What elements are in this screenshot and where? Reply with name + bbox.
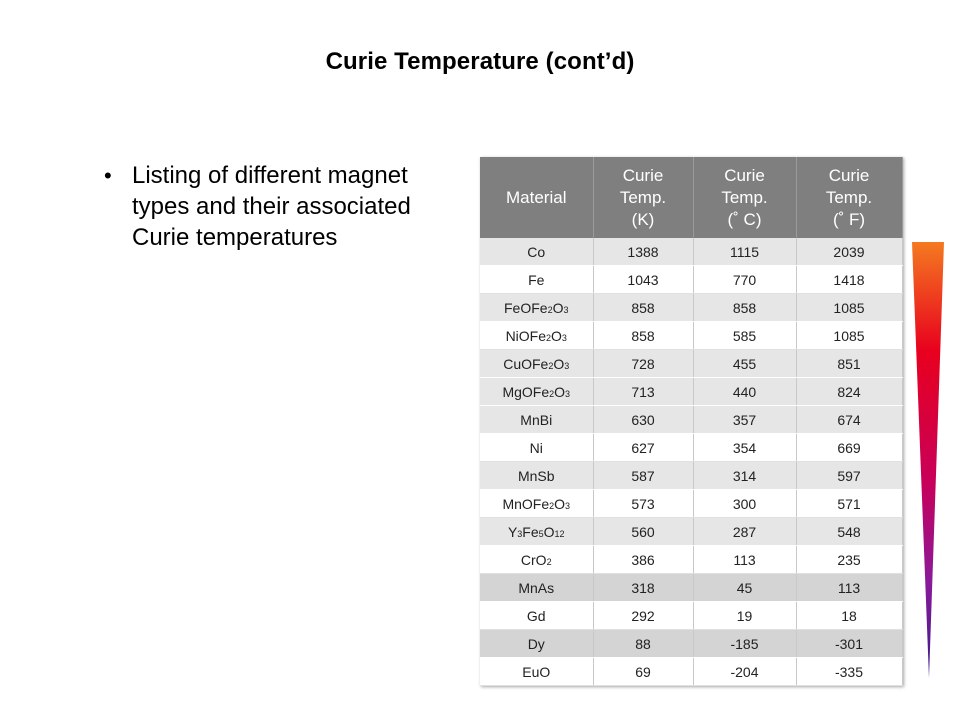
cell-material: MnAs xyxy=(480,574,593,602)
table-body xyxy=(480,238,902,686)
cell-kelvin: 713 xyxy=(593,378,693,406)
table-row xyxy=(480,602,902,630)
cell-celsius: 770 xyxy=(693,266,796,294)
table-row xyxy=(480,546,902,574)
header-curie-k: Curie Temp. (K) xyxy=(593,157,693,238)
table-row xyxy=(480,350,902,378)
header-curie-f: Curie Temp. (˚ F) xyxy=(796,157,902,238)
cell-fahrenheit: -301 xyxy=(796,630,902,658)
cell-kelvin: 560 xyxy=(593,518,693,546)
cell-kelvin: 1388 xyxy=(593,238,693,266)
cell-kelvin: 69 xyxy=(593,658,693,686)
cell-kelvin: 630 xyxy=(593,406,693,434)
cell-kelvin: 573 xyxy=(593,490,693,518)
cell-material: MnOFe2O3 xyxy=(480,490,593,518)
bullet-text: Listing of different magnet types and their associated Curie temperatures xyxy=(132,162,411,251)
cell-material: Y3Fe5O12 xyxy=(480,518,593,546)
cell-material: FeOFe2O3 xyxy=(480,294,593,322)
cell-kelvin: 858 xyxy=(593,294,693,322)
table-row xyxy=(480,266,902,294)
cell-material: CuOFe2O3 xyxy=(480,350,593,378)
cell-fahrenheit: -335 xyxy=(796,658,902,686)
cell-material: Fe xyxy=(480,266,593,294)
table-row xyxy=(480,406,902,434)
table-row xyxy=(480,238,902,266)
cell-material: EuO xyxy=(480,658,593,686)
cell-celsius: 357 xyxy=(693,406,796,434)
bullet-marker: • xyxy=(104,163,112,188)
cell-fahrenheit: 1085 xyxy=(796,294,902,322)
cell-kelvin: 88 xyxy=(593,630,693,658)
cell-fahrenheit: 824 xyxy=(796,378,902,406)
cell-fahrenheit: 674 xyxy=(796,406,902,434)
cell-kelvin: 728 xyxy=(593,350,693,378)
cell-celsius: -185 xyxy=(693,630,796,658)
slide-title: Curie Temperature (cont’d) xyxy=(325,48,635,75)
cell-material: CrO2 xyxy=(480,546,593,574)
cell-fahrenheit: 1418 xyxy=(796,266,902,294)
cell-fahrenheit: 1085 xyxy=(796,322,902,350)
cell-fahrenheit: 18 xyxy=(796,602,902,630)
table-row xyxy=(480,378,902,406)
cell-kelvin: 386 xyxy=(593,546,693,574)
cell-celsius: 287 xyxy=(693,518,796,546)
cell-fahrenheit: 669 xyxy=(796,434,902,462)
cell-material: MnSb xyxy=(480,462,593,490)
table-row xyxy=(480,518,902,546)
cell-kelvin: 292 xyxy=(593,602,693,630)
cell-material: MnBi xyxy=(480,406,593,434)
cell-fahrenheit: 571 xyxy=(796,490,902,518)
cell-celsius: 300 xyxy=(693,490,796,518)
table-row xyxy=(480,630,902,658)
cell-celsius: 585 xyxy=(693,322,796,350)
header-curie-c: Curie Temp. (˚ C) xyxy=(693,157,796,238)
cell-fahrenheit: 113 xyxy=(796,574,902,602)
cell-material: Gd xyxy=(480,602,593,630)
cell-material: NiOFe2O3 xyxy=(480,322,593,350)
cell-fahrenheit: 597 xyxy=(796,462,902,490)
cell-celsius: 113 xyxy=(693,546,796,574)
cell-fahrenheit: 548 xyxy=(796,518,902,546)
cell-celsius: 314 xyxy=(693,462,796,490)
cell-material: MgOFe2O3 xyxy=(480,378,593,406)
cell-kelvin: 318 xyxy=(593,574,693,602)
cell-material: Dy xyxy=(480,630,593,658)
cell-celsius: 440 xyxy=(693,378,796,406)
table-row xyxy=(480,434,902,462)
header-material: Material xyxy=(480,157,593,238)
cell-kelvin: 1043 xyxy=(593,266,693,294)
cell-celsius: 45 xyxy=(693,574,796,602)
curie-temperature-table xyxy=(480,157,903,686)
cell-fahrenheit: 2039 xyxy=(796,238,902,266)
table-row xyxy=(480,658,902,686)
cell-celsius: 858 xyxy=(693,294,796,322)
cell-fahrenheit: 235 xyxy=(796,546,902,574)
cell-celsius: 354 xyxy=(693,434,796,462)
table-row xyxy=(480,574,902,602)
table-row xyxy=(480,462,902,490)
cell-kelvin: 858 xyxy=(593,322,693,350)
cell-fahrenheit: 851 xyxy=(796,350,902,378)
cell-kelvin: 627 xyxy=(593,434,693,462)
cell-celsius: -204 xyxy=(693,658,796,686)
table-header-row xyxy=(480,157,902,238)
table-row xyxy=(480,322,902,350)
table-row xyxy=(480,294,902,322)
cell-kelvin: 587 xyxy=(593,462,693,490)
cell-material: Ni xyxy=(480,434,593,462)
cell-material: Co xyxy=(480,238,593,266)
temperature-gradient-wedge xyxy=(911,242,945,678)
cell-celsius: 19 xyxy=(693,602,796,630)
cell-celsius: 1115 xyxy=(693,238,796,266)
table-row xyxy=(480,490,902,518)
bullet-list xyxy=(104,160,454,253)
cell-celsius: 455 xyxy=(693,350,796,378)
